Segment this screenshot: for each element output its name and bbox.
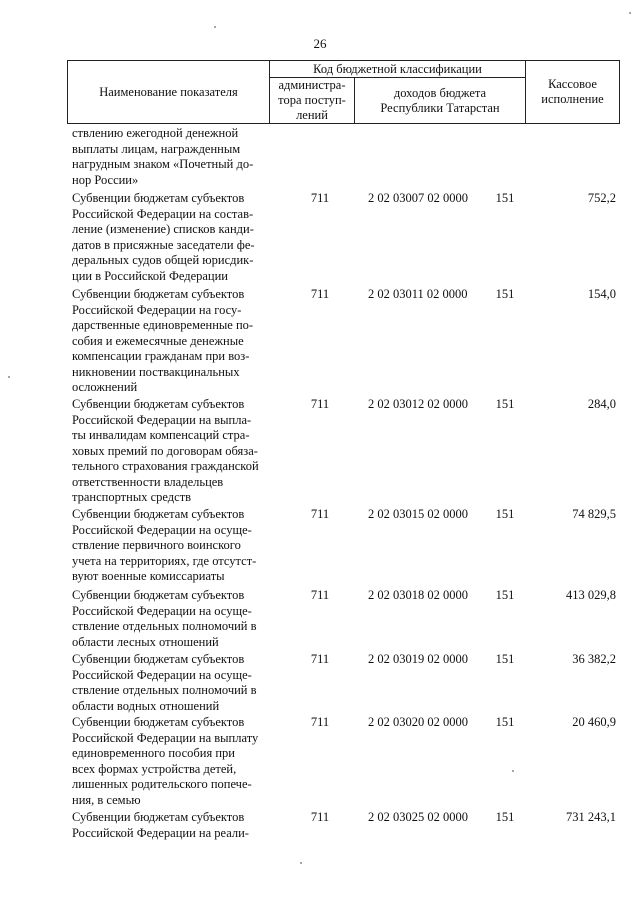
row-admin-code: 711 (310, 507, 330, 521)
row-name: Субвенции бюджетам субъектов Российской Федерации на выпла- ты инвалидам компенсаций стра- ховых премий по договорам обяза- тельного страхования гражданской ответственности владельцев транспортных средств (72, 397, 259, 504)
row-income-code: 2 02 03018 02 0000 (368, 588, 468, 602)
row-amount: 74 829,5 (572, 507, 616, 521)
table-header (67, 60, 620, 124)
row-admin-code: 711 (310, 652, 330, 666)
header-income-label: доходов бюджета Республики Татарстан (380, 85, 500, 115)
row-income-code: 2 02 03019 02 0000 (368, 652, 468, 666)
scan-speck (214, 26, 216, 28)
row-admin-code: 711 (310, 810, 330, 824)
header-exec-column (526, 61, 620, 124)
row-amount: 284,0 (587, 397, 616, 411)
row-amount: 413 029,8 (566, 588, 616, 602)
row-name: Субвенции бюджетам субъектов Российской Федерации на осуще- ствление первичного воинского учета на территориях, где отсутст- вуют военные комиссариаты (72, 507, 257, 583)
row-kind-code: 151 (495, 397, 515, 411)
header-admin-column (270, 78, 355, 124)
row-admin-code: 711 (310, 588, 330, 602)
row-income-code: 2 02 03025 02 0000 (368, 810, 468, 824)
row-admin-code: 711 (310, 287, 330, 301)
row-admin-code: 711 (310, 397, 330, 411)
row-income-code: 2 02 03011 02 0000 (368, 287, 468, 301)
row-kind-code: 151 (495, 715, 515, 729)
row-kind-code: 151 (495, 507, 515, 521)
row-name: Субвенции бюджетам субъектов Российской Федерации на осуще- ствление отдельных полномочий в области лесных отношений (72, 588, 257, 649)
row-kind-code: 151 (495, 287, 515, 301)
row-income-code: 2 02 03012 02 0000 (368, 397, 468, 411)
row-kind-code: 151 (495, 588, 515, 602)
row-name: Субвенции бюджетам субъектов Российской Федерации на госу- дарственные единовременные по- собия и ежемесячные денежные компенсации гражданам при воз- никновении поствакцинальных осложнений (72, 287, 254, 394)
row-income-code: 2 02 03020 02 0000 (368, 715, 468, 729)
row-income-code: 2 02 03007 02 0000 (368, 191, 468, 205)
row-kind-code: 151 (495, 652, 515, 666)
row-amount: 752,2 (587, 191, 616, 205)
row-name: Субвенции бюджетам субъектов Российской Федерации на реали- (72, 810, 249, 840)
row-kind-code: 151 (495, 191, 515, 205)
header-admin-label: администра- тора поступ- лений (278, 78, 346, 122)
row-amount: 731 243,1 (566, 810, 616, 824)
row-name: Субвенции бюджетам субъектов Российской Федерации на выплату единовременного пособия при всех формах устройства детей, лишенных родительского попече- ния, в семью (72, 715, 259, 807)
row-admin-code: 711 (310, 191, 330, 205)
scan-speck (512, 770, 514, 772)
row-name: Субвенции бюджетам субъектов Российской Федерации на состав- ление (изменение) списков канди- датов в присяжные заседатели фе- деральных судов общей юрисдик- ции в Российской Федерации (72, 191, 255, 283)
scan-speck (629, 12, 631, 14)
row-name: Субвенции бюджетам субъектов Российской Федерации на осуще- ствление отдельных полномочий в области водных отношений (72, 652, 257, 713)
row-income-code: 2 02 03015 02 0000 (368, 507, 468, 521)
row-kind-code: 151 (495, 810, 515, 824)
row-name: ствлению ежегодной денежной выплаты лицам, награжденным нагрудным знаком «Почетный до- нор России» (72, 126, 254, 187)
row-amount: 154,0 (587, 287, 616, 301)
row-amount: 36 382,2 (572, 652, 616, 666)
header-code-group-label: Код бюджетной классификации (313, 61, 482, 76)
header-name-label: Наименование показателя (99, 84, 238, 99)
header-exec-label: Кассовое исполнение (541, 77, 604, 106)
header-income-column (355, 78, 526, 124)
row-admin-code: 711 (310, 715, 330, 729)
header-name-column (68, 61, 270, 124)
header-code-group (270, 61, 526, 78)
scan-speck (8, 376, 10, 378)
scan-speck (300, 862, 302, 864)
row-amount: 20 460,9 (572, 715, 616, 729)
page-number: 26 (313, 36, 327, 51)
